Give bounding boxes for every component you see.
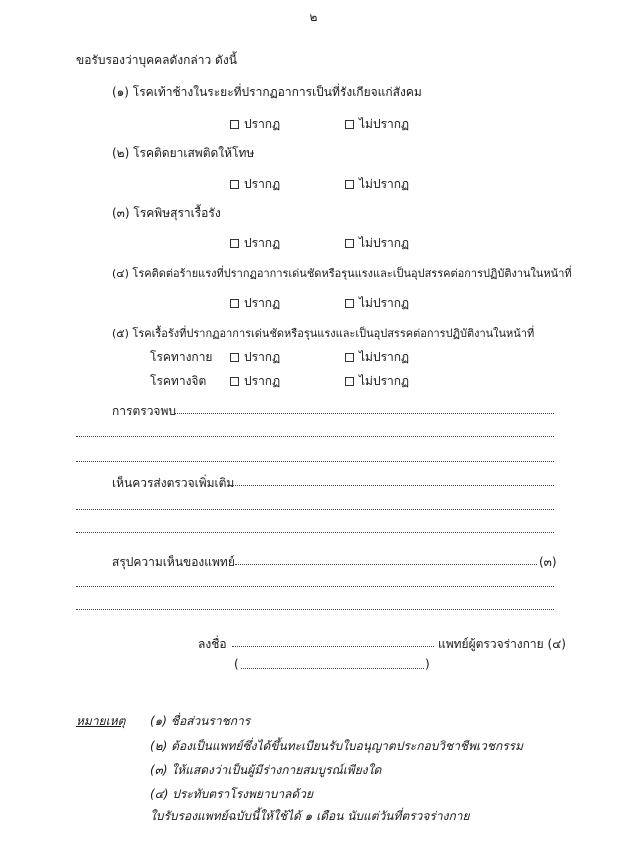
disease-3-absent[interactable]: ไม่ปรากฏ (345, 234, 409, 253)
note-2: (๒) ต้องเป็นแพทย์ซึ่งได้ขึ้นทะเบียนรับใบอนุญาตประกอบวิชาชีพเวชกรรม (150, 739, 524, 753)
disease-5-label: (๕) โรคเรื้อรังที่ปรากฏอาการเด่นชัดหรือรุนแรงและเป็นอุปสรรคต่อการปฏิบัติงานในหน้าที่ (112, 327, 535, 340)
name-open-paren: ( (234, 657, 239, 671)
exam-found-line-2[interactable] (76, 436, 554, 437)
checkbox-icon[interactable] (230, 377, 239, 386)
physical-present[interactable]: ปรากฏ (230, 348, 280, 367)
disease-3-label: (๓) โรคพิษสุราเรื้อรัง (112, 206, 221, 220)
exam-found-line-3[interactable] (76, 461, 554, 462)
signature-role: แพทย์ผู้ตรวจร่างกาย (๔) (438, 637, 566, 651)
exam-found-line-1[interactable] (174, 413, 554, 414)
checkbox-icon[interactable] (345, 239, 354, 248)
doctor-opinion-line-1[interactable] (235, 564, 537, 565)
checkbox-icon[interactable] (345, 353, 354, 362)
note-3: (๓) ให้แสดงว่าเป็นผู้มีร่างกายสมบูรณ์เพียงใด (150, 763, 382, 777)
checkbox-icon[interactable] (345, 180, 354, 189)
physical-absent[interactable]: ไม่ปรากฏ (345, 348, 409, 367)
further-exam-line-1[interactable] (228, 485, 554, 486)
name-close-paren: ) (425, 657, 430, 671)
disease-4-label: (๔) โรคติดต่อร้ายแรงที่ปรากฏอาการเด่นชัดหรือรุนแรงและเป็นอุปสรรคต่อการปฏิบัติงานในหน้าที่ (112, 267, 572, 280)
signature-line[interactable] (232, 646, 434, 647)
checkbox-icon[interactable] (345, 377, 354, 386)
disease-1-label: (๑) โรคเท้าช้างในระยะที่ปรากฏอาการเป็นที่รังเกียจแก่สังคม (112, 85, 422, 99)
disease-4-absent[interactable]: ไม่ปรากฏ (345, 294, 409, 313)
mental-disease-label: โรคทางจิต (150, 374, 207, 388)
further-exam-line-3[interactable] (76, 532, 554, 533)
disease-2-absent[interactable]: ไม่ปรากฏ (345, 175, 409, 194)
disease-1-absent[interactable]: ไม่ปรากฏ (345, 115, 409, 134)
disease-2-present[interactable]: ปรากฏ (230, 175, 280, 194)
checkbox-icon[interactable] (345, 299, 354, 308)
note-1: (๑) ชื่อส่วนราชการ (150, 714, 251, 728)
further-exam-label: เห็นควรส่งตรวจเพิ่มเติม (112, 476, 235, 490)
note-5: ใบรับรองแพทย์ฉบับนี้ให้ใช้ได้ ๑ เดือน นับแต่วันที่ตรวจร่างกาย (150, 809, 470, 823)
further-exam-line-2[interactable] (76, 509, 554, 510)
name-line[interactable] (241, 668, 424, 669)
exam-found-label: การตรวจพบ (112, 404, 176, 418)
disease-4-present[interactable]: ปรากฏ (230, 294, 280, 313)
physical-disease-label: โรคทางกาย (150, 350, 213, 364)
signature-label: ลงชื่อ (198, 637, 227, 651)
checkbox-icon[interactable] (230, 353, 239, 362)
checkbox-icon[interactable] (230, 180, 239, 189)
intro-text: ขอรับรองว่าบุคคลดังกล่าว ดังนี้ (76, 53, 237, 67)
notes-title: หมายเหตุ (76, 714, 126, 728)
disease-2-label: (๒) โรคติดยาเสพติดให้โทษ (112, 146, 255, 160)
checkbox-icon[interactable] (230, 120, 239, 129)
disease-3-present[interactable]: ปรากฏ (230, 234, 280, 253)
note-4: (๔) ประทับตราโรงพยาบาลด้วย (150, 787, 313, 801)
doctor-opinion-ref: (๓) (539, 555, 557, 569)
doctor-opinion-line-2[interactable] (76, 586, 554, 587)
doctor-opinion-label: สรุปความเห็นของแพทย์ (112, 555, 235, 569)
checkbox-icon[interactable] (230, 239, 239, 248)
disease-1-present[interactable]: ปรากฏ (230, 115, 280, 134)
mental-present[interactable]: ปรากฏ (230, 372, 280, 391)
checkbox-icon[interactable] (345, 120, 354, 129)
page-number: ๒ (309, 10, 318, 24)
checkbox-icon[interactable] (230, 299, 239, 308)
mental-absent[interactable]: ไม่ปรากฏ (345, 372, 409, 391)
doctor-opinion-line-3[interactable] (76, 609, 554, 610)
